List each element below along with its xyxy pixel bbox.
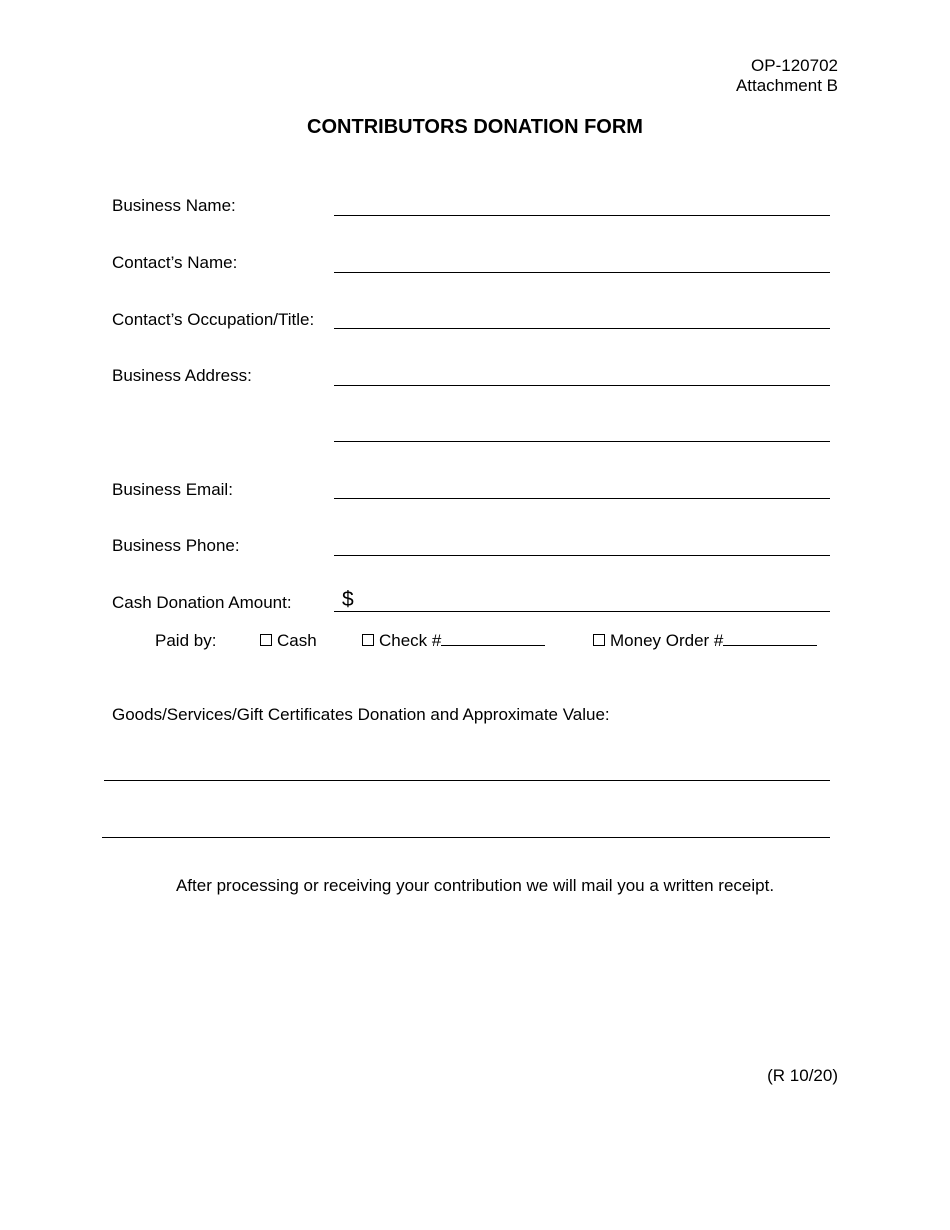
money-order-option[interactable] xyxy=(593,631,817,651)
attachment-label: Attachment B xyxy=(735,76,838,95)
contact-name-label: Contact’s Name: xyxy=(112,253,238,272)
paid-by-label: Paid by: xyxy=(155,631,217,650)
paid-by-row xyxy=(155,631,835,653)
money-order-option-label: Money Order # xyxy=(610,631,724,650)
money-order-number-field[interactable] xyxy=(723,631,817,646)
goods-donation-field-line-2[interactable] xyxy=(102,837,830,838)
check-option-label: Check # xyxy=(379,631,442,650)
business-email-field[interactable] xyxy=(334,498,830,499)
business-phone-field[interactable] xyxy=(334,555,830,556)
business-email-label: Business Email: xyxy=(112,480,233,499)
business-name-field[interactable] xyxy=(334,215,830,216)
form-number: OP-120702 xyxy=(751,56,838,75)
contact-title-field[interactable] xyxy=(334,328,830,329)
page-title: CONTRIBUTORS DONATION FORM xyxy=(307,116,643,138)
cash-amount-field[interactable] xyxy=(334,611,830,612)
business-address-label: Business Address: xyxy=(112,366,252,385)
dollar-sign: $ xyxy=(342,588,354,611)
cash-option[interactable] xyxy=(260,631,317,651)
revision-label: (R 10/20) xyxy=(767,1066,838,1085)
check-checkbox[interactable] xyxy=(362,634,374,646)
cash-amount-label: Cash Donation Amount: xyxy=(112,593,292,612)
form-header-id xyxy=(736,56,838,96)
cash-checkbox[interactable] xyxy=(260,634,272,646)
business-address-field-line-2[interactable] xyxy=(334,441,830,442)
receipt-note: After processing or receiving your contribution we will mail you a written receipt. xyxy=(175,876,775,895)
check-option[interactable] xyxy=(362,631,545,651)
business-name-label: Business Name: xyxy=(112,196,236,215)
goods-donation-label: Goods/Services/Gift Certificates Donation and Approximate Value: xyxy=(112,705,610,724)
cash-option-label: Cash xyxy=(277,631,317,650)
money-order-checkbox[interactable] xyxy=(593,634,605,646)
check-number-field[interactable] xyxy=(441,631,545,646)
goods-donation-field-line-1[interactable] xyxy=(104,780,830,781)
business-phone-label: Business Phone: xyxy=(112,536,240,555)
contact-title-label: Contact’s Occupation/Title: xyxy=(112,310,315,329)
contact-name-field[interactable] xyxy=(334,272,830,273)
business-address-field-line-1[interactable] xyxy=(334,385,830,386)
